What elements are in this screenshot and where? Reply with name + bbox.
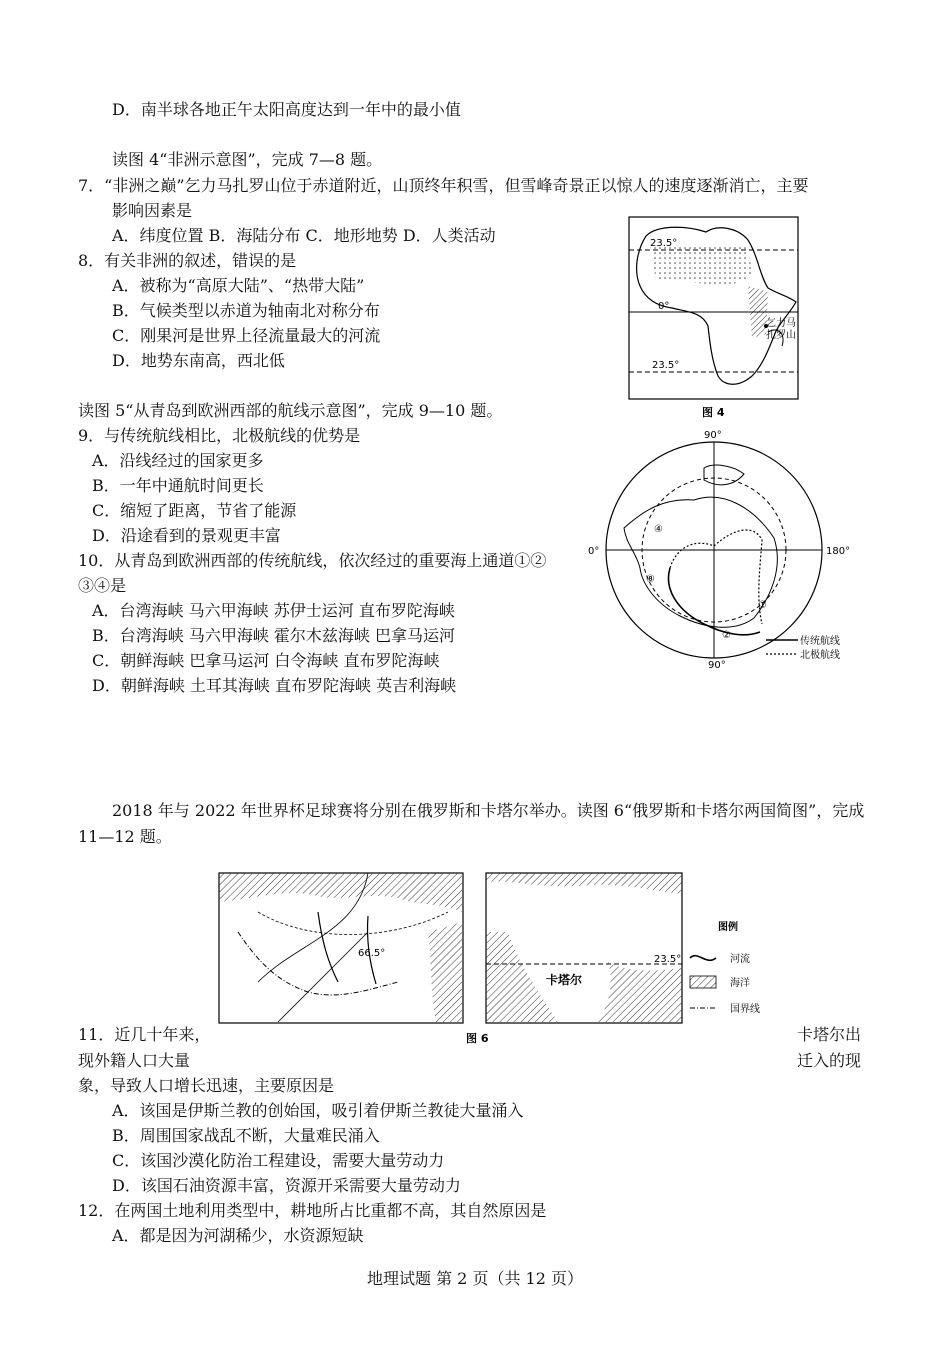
lat-north-label: 23.5° (650, 238, 678, 249)
q8-option-d: D．地势东南高，西北低 (112, 351, 285, 370)
legend-border-label: 国界线 (730, 1004, 760, 1015)
intro-9-10: 读图 5“从青岛到欧洲西部的航线示意图”，完成 9—10 题。 (78, 401, 503, 420)
q9-option-a: A．沿线经过的国家更多 (92, 451, 264, 470)
kilimanjaro-label-1: 乞力马 (766, 318, 796, 329)
q11-stem-left2: 现外籍人口大量 (78, 1051, 191, 1070)
q10-option-c: C．朝鲜海峡 巴拿马运河 白令海峡 直布罗陀海峡 (92, 651, 440, 670)
q6-option-d: D．南半球各地正午太阳高度达到一年中的最小值 (112, 100, 461, 119)
legend-river-label: 河流 (730, 954, 750, 965)
q8-option-c: C．刚果河是世界上径流量最大的河流 (112, 326, 381, 345)
q10-stem-line2: ③④是 (78, 576, 127, 595)
q8-option-b: B．气候类型以赤道为轴南北对称分布 (112, 301, 380, 320)
q11-stem-left1: 11．近几十年来， (78, 1025, 211, 1044)
q8-stem: 8．有关非洲的叙述，错误的是 (78, 251, 297, 270)
q10-stem-line1: 10．从青岛到欧洲西部的传统航线，依次经过的重要海上通道①② (78, 551, 547, 570)
figure-6-russia-qatar (218, 872, 778, 1048)
marker-4: ④ (654, 524, 663, 535)
q11-stem-right1: 卡塔尔出 (797, 1025, 862, 1044)
equator-label: 0° (658, 301, 670, 312)
legend-title: 图例 (718, 922, 738, 933)
q10-option-d: D．朝鲜海峡 土耳其海峡 直布罗陀海峡 英吉利海峡 (92, 676, 457, 695)
label-90-bottom: 90° (708, 660, 726, 671)
q8-option-a: A．被称为“高原大陆”、“热带大陆” (112, 276, 365, 295)
q12-option-a: A．都是因为河湖稀少，水资源短缺 (112, 1226, 364, 1245)
figure-5-polar-map (584, 428, 866, 672)
q11-option-a: A．该国是伊斯兰教的创始国，吸引着伊斯兰教徒大量涌入 (112, 1101, 524, 1120)
legend-traditional-label: 传统航线 (800, 636, 840, 647)
qatar-label: 卡塔尔 (546, 973, 583, 987)
q11-option-b: B．周围国家战乱不断，大量难民涌入 (112, 1126, 380, 1145)
q11-stem-right2: 迁入的现 (797, 1051, 862, 1070)
q7-stem-line1: 7．“非洲之巅”乞力马扎罗山位于赤道附近，山顶终年积雪，但雪峰奇景正以惊人的速度逐渐消亡，主要 (78, 176, 809, 195)
q9-option-c: C．缩短了距离，节省了能源 (92, 501, 297, 520)
label-0: 0° (588, 546, 600, 557)
marker-2: ② (722, 630, 731, 641)
legend-river-symbol (690, 956, 716, 961)
figure-4-caption: 图 4 (702, 406, 725, 419)
intro-11-12-line2: 11—12 题。 (78, 827, 172, 846)
q7-stem-line2: 影响因素是 (112, 201, 193, 220)
q12-stem: 12．在两国土地利用类型中，耕地所占比重都不高，其自然原因是 (78, 1201, 547, 1220)
q10-option-a: A．台湾海峡 马六甲海峡 苏伊士运河 直布罗陀海峡 (92, 601, 455, 620)
kilimanjaro-label-2: 扎罗山 (766, 330, 796, 341)
intro-11-12-line1: 2018 年与 2022 年世界杯足球赛将分别在俄罗斯和卡塔尔举办。读图 6“俄罗斯和卡塔尔两国简图”，完成 (112, 801, 865, 820)
legend-ocean-label: 海洋 (730, 978, 750, 989)
q11-option-c: C．该国沙漠化防治工程建设，需要大量劳动力 (112, 1151, 445, 1170)
figure-4-africa-map (628, 216, 800, 422)
russia-lat-label: 66.5° (358, 948, 386, 959)
lat-south-label: 23.5° (652, 360, 680, 371)
qatar-lat-label: 23.5° (654, 954, 682, 965)
q11-option-d: D．该国石油资源丰富，资源开采需要大量劳动力 (112, 1176, 461, 1195)
q9-option-b: B．一年中通航时间更长 (92, 476, 264, 495)
label-180: 180° (826, 546, 851, 557)
legend-ocean-symbol (690, 976, 716, 988)
marker-8: ⑧ (646, 574, 655, 585)
q9-option-d: D．沿途看到的景观更丰富 (92, 526, 281, 545)
figure-6-caption: 图 6 (466, 1032, 489, 1045)
arabian-sea-hatch (598, 962, 682, 1022)
legend-arctic-label: 北极航线 (800, 650, 840, 661)
page-footer: 地理试题 第 2 页（共 12 页） (367, 1269, 583, 1288)
marker-1: ① (758, 600, 767, 611)
q11-stem-line3: 象，导致人口增长迅速，主要原因是 (78, 1076, 335, 1095)
intro-7-8: 读图 4“非洲示意图”，完成 7—8 题。 (112, 150, 383, 169)
q9-stem: 9．与传统航线相比，北极航线的优势是 (78, 426, 361, 445)
label-90-top: 90° (704, 430, 722, 441)
q10-option-b: B．台湾海峡 马六甲海峡 霍尔木兹海峡 巴拿马运河 (92, 626, 456, 645)
q7-options: A．纬度位置 B．海陆分布 C．地形地势 D．人类活动 (112, 226, 496, 245)
